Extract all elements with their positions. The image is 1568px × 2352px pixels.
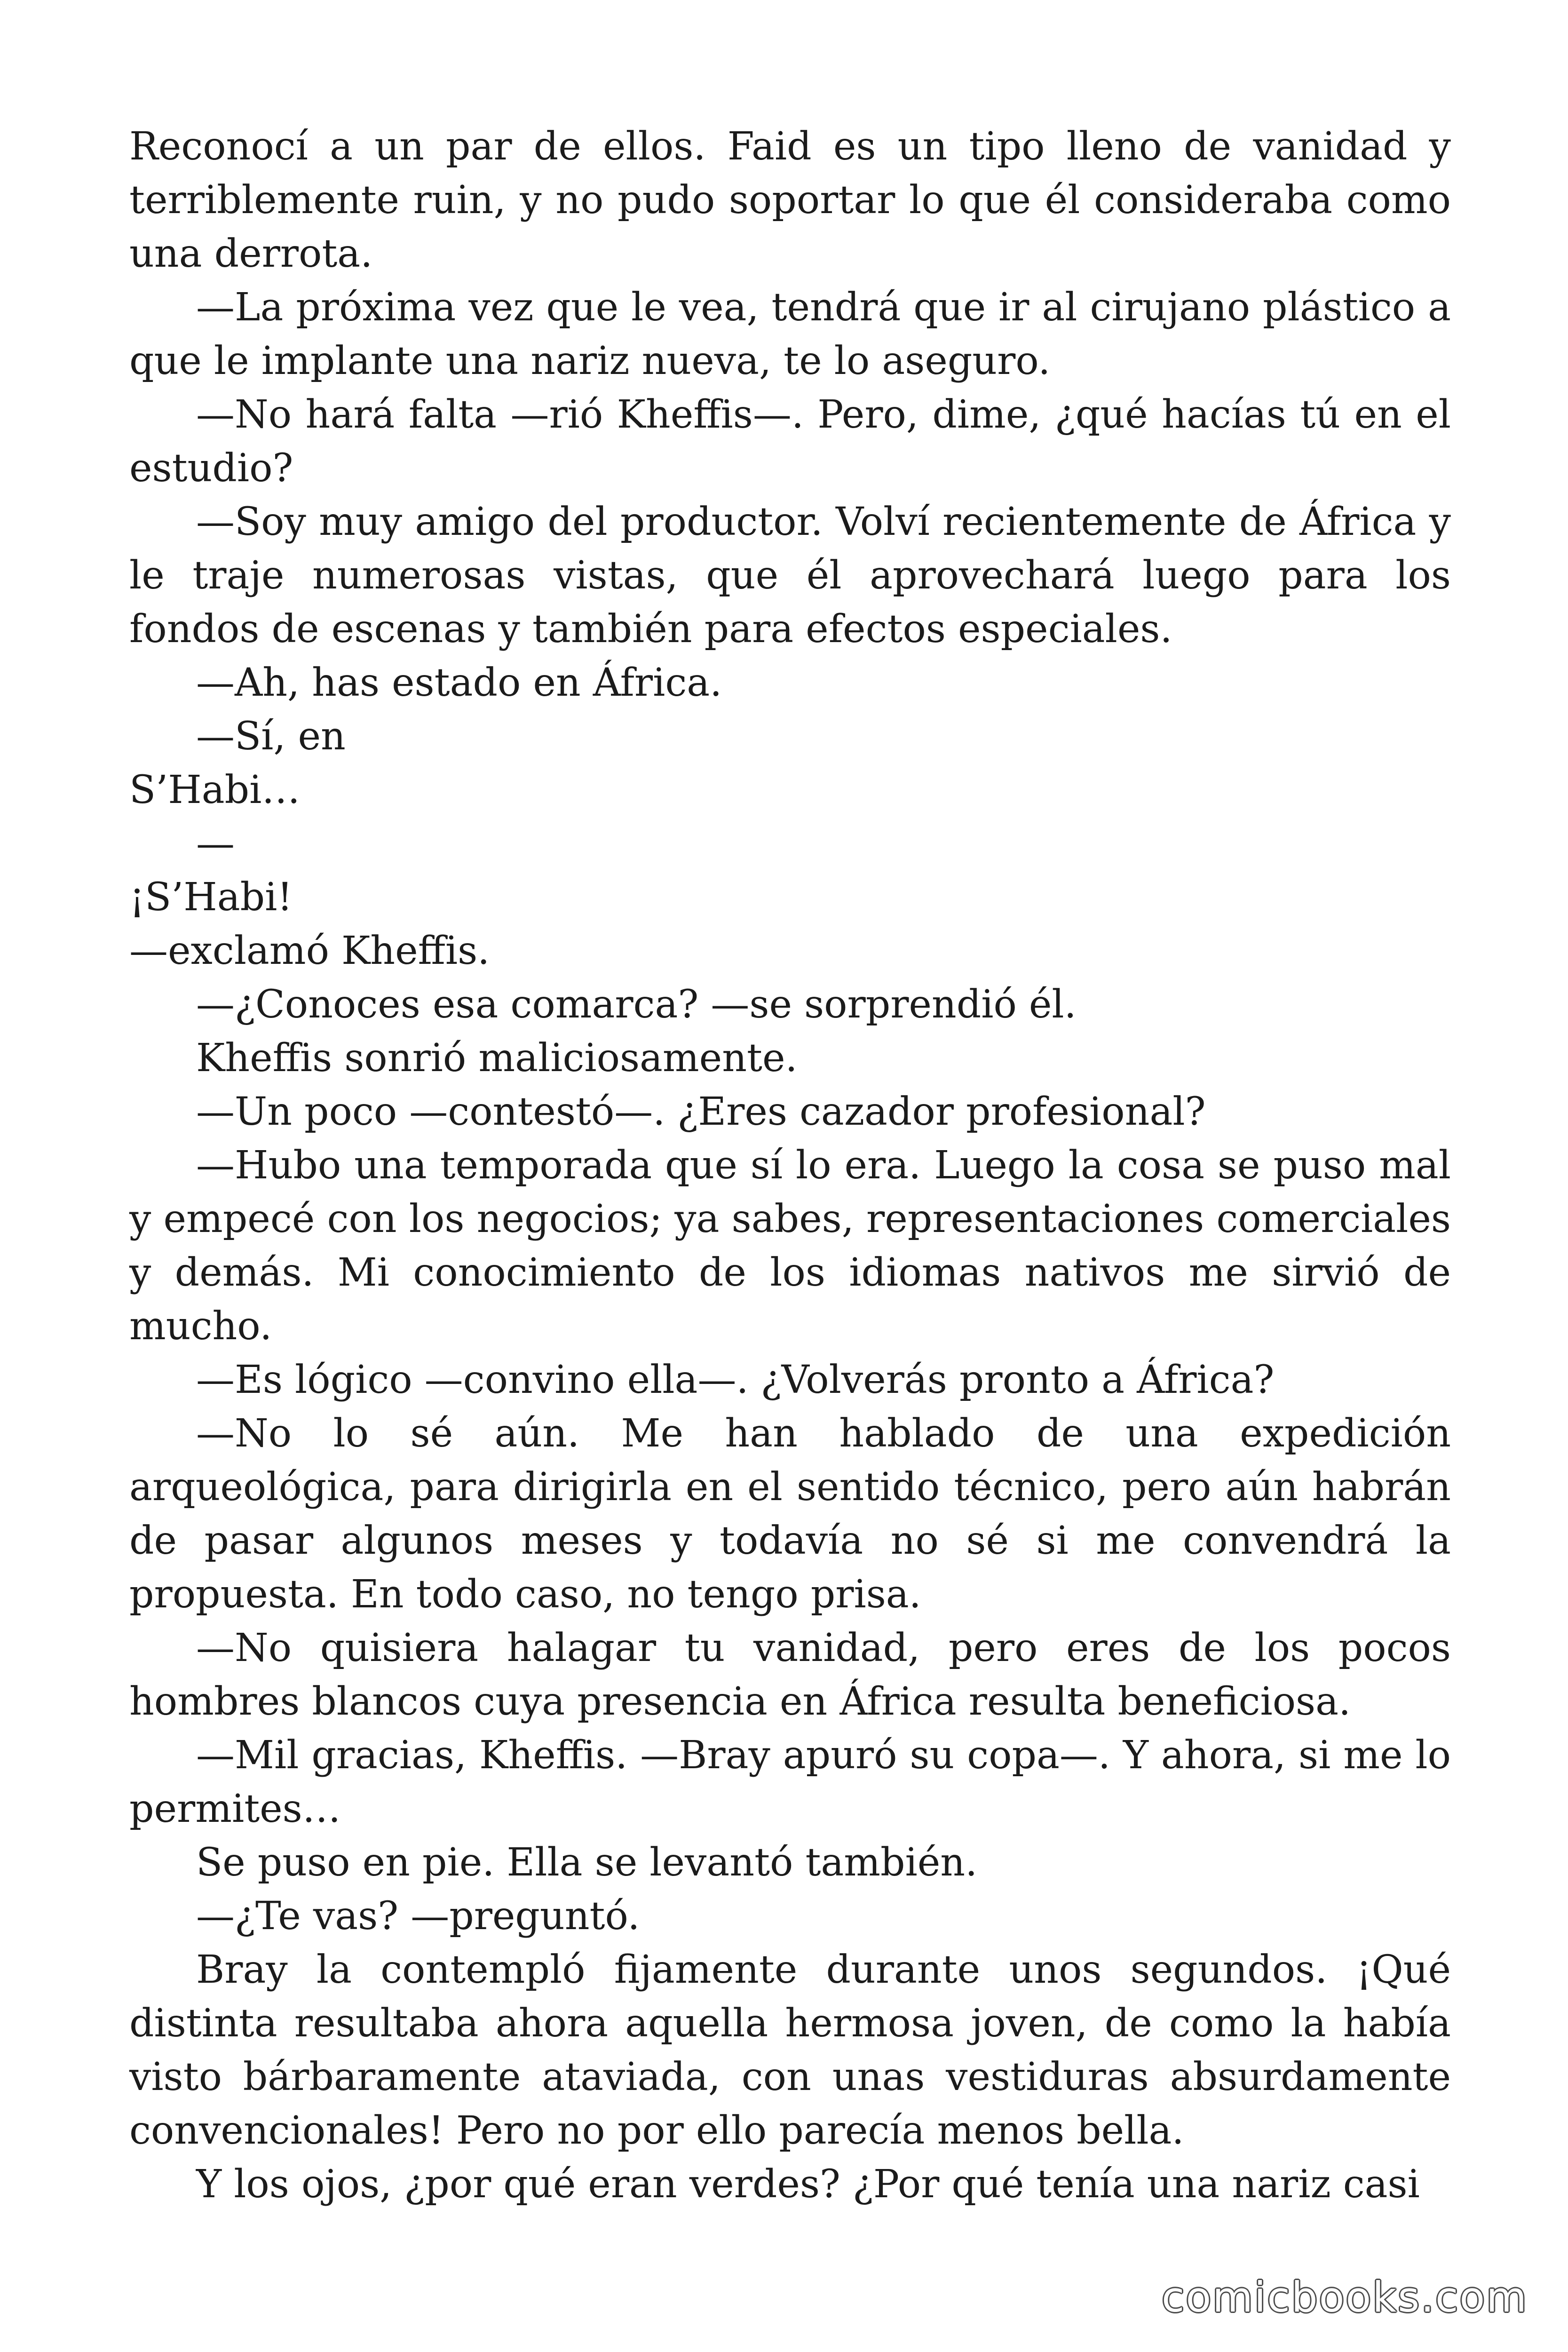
paragraph: —La próxima vez que le vea, tendrá que ir al cirujano plástico a que le implante una nariz nueva, te lo aseguro. (129, 285, 1451, 383)
paragraph: Reconocí a un par de ellos. Faid es un tipo lleno de vanidad y terriblemente ruin, y no pudo soportar lo que él consideraba como una derrota. (129, 124, 1451, 276)
paragraph: Kheffis sonrió maliciosamente. (196, 1036, 798, 1081)
paragraph: Y los ojos, ¿por qué eran verdes? ¿Por qué tenía una nariz casi (196, 2162, 1420, 2207)
paragraph: —No hará falta —rió Kheffis—. Pero, dime, ¿qué hacías tú en el estudio? (129, 392, 1451, 491)
paragraph: —Sí, en (196, 714, 346, 759)
paragraph: Bray la contempló fijamente durante unos segundos. ¡Qué distinta resultaba ahora aquella hermosa joven, de como la había visto bárbaramente ataviada, con unas vestiduras absurdamente convencionales! Pero no por ello parecía menos bella. (129, 1947, 1451, 2153)
paragraph: Se puso en pie. Ella se levantó también. (196, 1840, 978, 1885)
paragraph: —Es lógico —convino ella—. ¿Volverás pronto a África? (196, 1358, 1275, 1402)
watermark-text: comicbooks.com (1161, 2273, 1528, 2321)
paragraph: —Soy muy amigo del productor. Volví recientemente de África y le traje numerosas vistas, que él aprovechará luego para los fondos de escenas y también para efectos especiales. (129, 500, 1451, 652)
page-body (129, 120, 1451, 2211)
paragraph: — (196, 821, 235, 866)
paragraph: ¡S’Habi! (129, 875, 293, 920)
paragraph: S’Habi… (129, 768, 301, 812)
paragraph: —¿Conoces esa comarca? —se sorprendió él. (196, 982, 1077, 1027)
paragraph: —Hubo una temporada que sí lo era. Luego la cosa se puso mal y empecé con los negocios; ya sabes, representaciones comerciales y demás. Mi conocimiento de los idiomas nativos me sirvió de mucho. (129, 1143, 1451, 1349)
paragraph: —¿Te vas? —preguntó. (196, 1894, 640, 1939)
paragraph: —Un poco —contestó—. ¿Eres cazador profesional? (196, 1089, 1206, 1134)
paragraph: —Ah, has estado en África. (196, 660, 722, 705)
paragraph: —No lo sé aún. Me han hablado de una expedición arqueológica, para dirigirla en el sentido técnico, pero aún habrán de pasar algunos meses y todavía no sé si me convendrá la propuesta. En todo caso, no tengo prisa. (129, 1411, 1451, 1617)
paragraph: —No quisiera halagar tu vanidad, pero eres de los pocos hombres blancos cuya presencia en África resulta beneficiosa. (129, 1626, 1451, 1724)
paragraph: —exclamó Kheffis. (129, 929, 490, 973)
paragraph: —Mil gracias, Kheffis. —Bray apuró su copa—. Y ahora, si me lo permites… (129, 1733, 1451, 1831)
